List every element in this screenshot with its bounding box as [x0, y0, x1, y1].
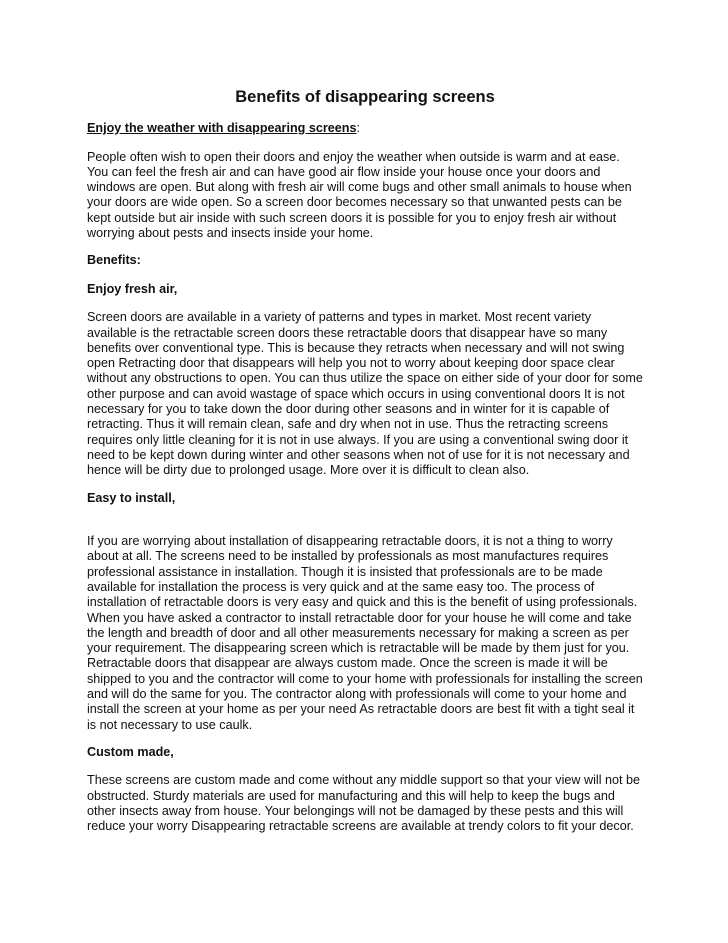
section-body-fresh-air: Screen doors are available in a variety of patterns and types in market. Most recent variety available is the retractable screen doors these retractable doors that disappear have so many benefits over conventional type. This is because they retracts when necessary and will not swing open Retracting door that disappears will help you not to worry about keeping door space clear without any obstructions to open. You can thus utilize the space on either side of your door for some other purpose and can avoid wastage of space which occurs in using conventional doors It is not necessary for you to take down the door during other seasons and in winter for it is capable of retracting. Thus it will remain clean, safe and dry when not in use. Thus the retracting screens requires only little cleaning for it is not in use always. If you are using a conventional swing door it need to be kept down during winter and other seasons when not of use for it is not necessary and hence will be dirty due to prolonged usage. More over it is difficult to clean also.: [87, 310, 643, 478]
subtitle-text: Enjoy the weather with disappearing screens: [87, 121, 357, 135]
document-title: Benefits of disappearing screens: [235, 88, 495, 106]
subtitle-suffix: :: [356, 121, 360, 135]
benefits-heading: Benefits:: [87, 253, 141, 268]
section-heading-custom-made: Custom made,: [87, 744, 174, 759]
section-heading-easy-install: Easy to install,: [87, 490, 176, 505]
document-subtitle: [87, 121, 643, 137]
section-body-custom-made: These screens are custom made and come without any middle support so that your view will not be obstructed. Sturdy materials are used for manufacturing and this will help to keep the bugs and other insects away from house. Your belongings will not be damaged by these pests and this will reduce your worry Disappearing retractable screens are available at trendy colors to fit your decor.: [87, 773, 640, 834]
section-body-easy-install: If you are worrying about installation of disappearing retractable doors, it is not a thing to worry about at all. The screens need to be installed by professionals as most manufactures requires professional assistance in installation. Though it is insisted that professionals are to be made available for installation the process is very quick and at the same easy too. The process of installation of retractable doors is very easy and quick and this is the benefit of using professionals. When you have asked a contractor to install retractable door for your house he will come and take the length and breadth of door and all other measurements necessary for making a screen as per your requirement. The disappearing screen which is retractable will be made by them just for you. Retractable doors that disappear are always custom made. Once the screen is made it will be shipped to you and the contractor will come to your home with professionals for installing the screen and will do the same for you. The contractor along with professionals will come to your home and install the screen at your home as per your need As retractable doors are best fit with a tight seal it is not necessary to use caulk.: [87, 534, 643, 732]
section-heading-fresh-air: Enjoy fresh air,: [87, 281, 178, 296]
blank-line: [87, 519, 643, 534]
intro-paragraph: People often wish to open their doors and enjoy the weather when outside is warm and at ease. You can feel the fresh air and can have good air flow inside your house once your doors and windows are open. But along with fresh air will come bugs and other small animals to house when your doors are wide open. So a screen door becomes necessary so that unwanted pests can be kept outside but air inside with such screen doors it is possible for you to enjoy fresh air without worrying about pests and insects inside your home.: [87, 149, 632, 240]
document-page: [87, 87, 643, 847]
